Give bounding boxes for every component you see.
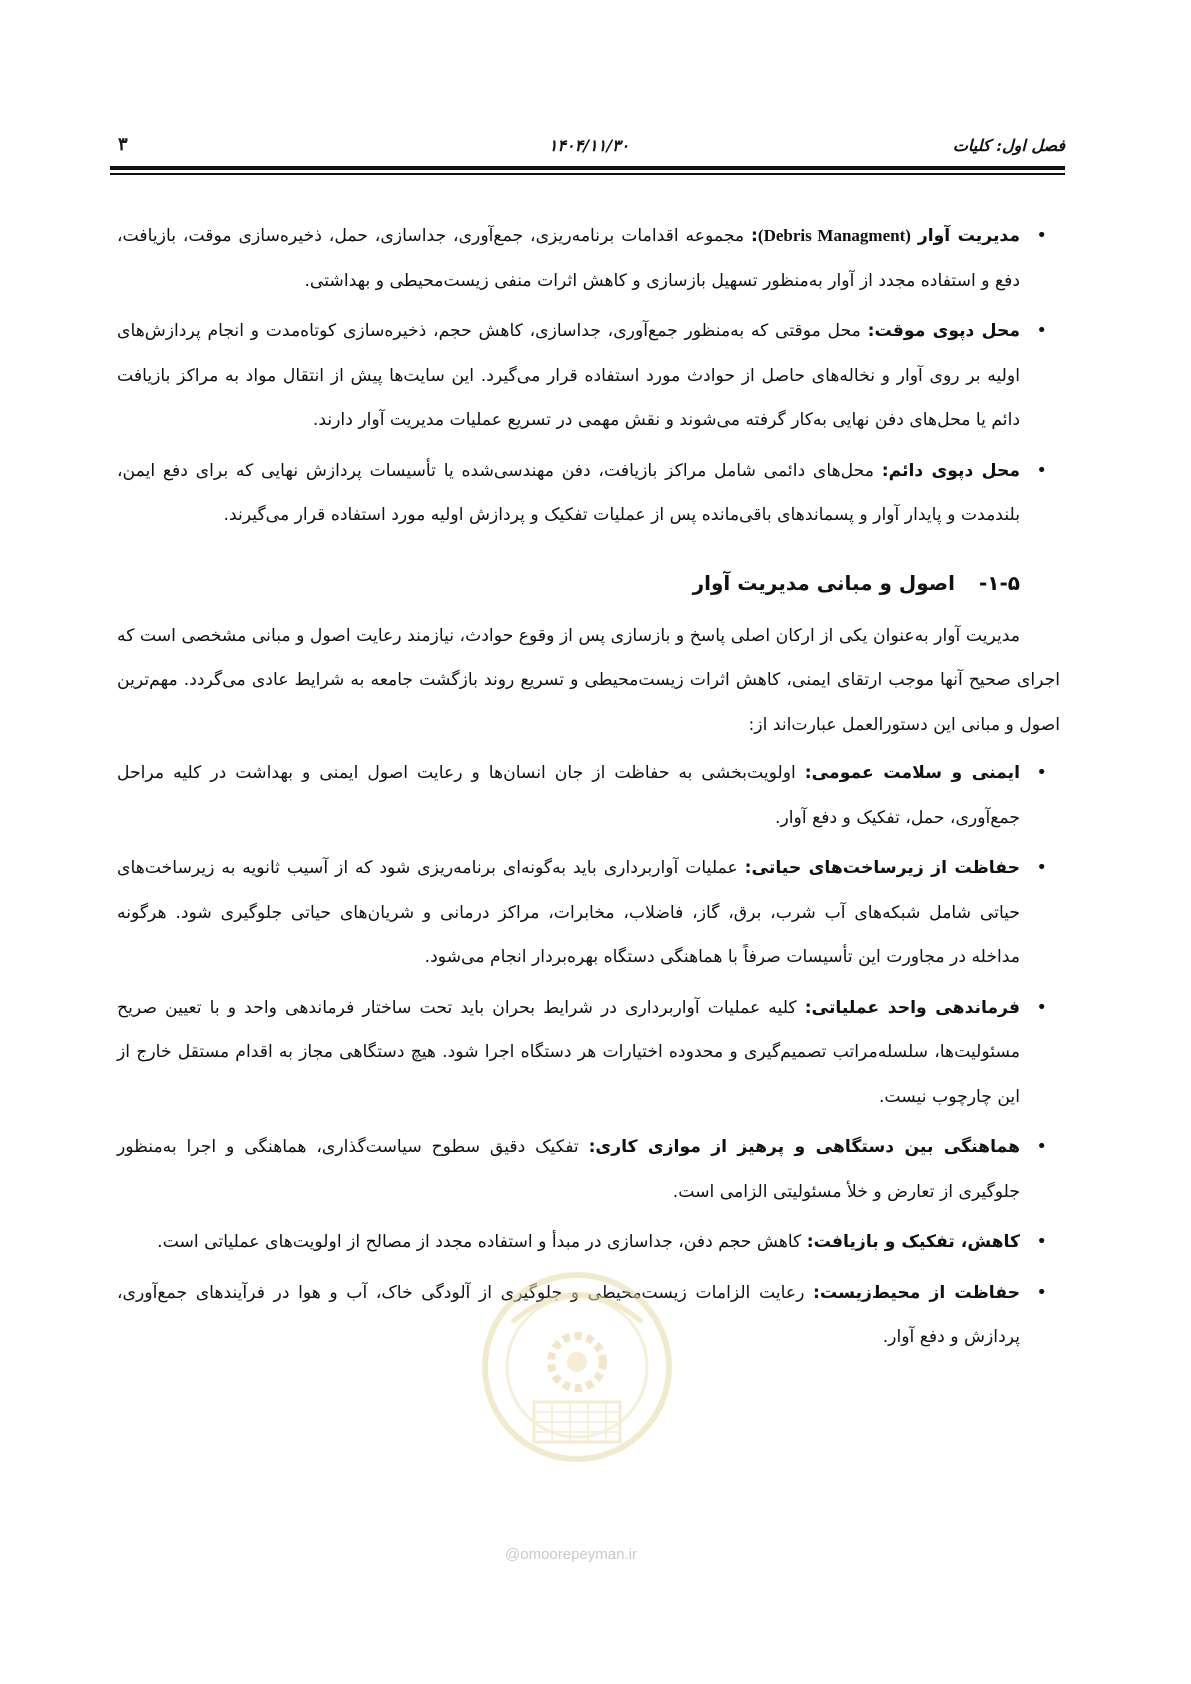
watermark-text: @omoorepeyman.ir xyxy=(505,1546,637,1563)
section-heading xyxy=(117,560,1060,606)
header-rule-thin xyxy=(110,173,1065,175)
bullet-term: فرماندهی واحد عملیاتی: xyxy=(804,997,1021,1018)
list-item xyxy=(117,309,1060,443)
bullet-term: مدیریت آوار xyxy=(917,226,1020,246)
list-item xyxy=(117,449,1060,538)
bullet-text: رعایت الزامات زیست‌محیطی و جلوگیری از آلودگی خاک، آب و هوا در فرآیندهای جمع‌آوری، پردازش و دفع آوار. xyxy=(117,1282,1020,1347)
list-item xyxy=(117,751,1060,840)
bullet-term: حفاظت از محیط‌زیست: xyxy=(813,1282,1021,1303)
definitions-list xyxy=(117,214,1060,538)
list-item xyxy=(117,986,1060,1120)
list-item xyxy=(117,1220,1060,1265)
header-rule-thick xyxy=(110,166,1065,170)
bullet-term: کاهش، تفکیک و بازیافت: xyxy=(806,1232,1020,1252)
bullet-term: هماهنگی بین دستگاهی و پرهیز از موازی کاری: xyxy=(588,1137,1020,1157)
chapter-title: فصل اول: کلیات xyxy=(952,136,1065,155)
list-item xyxy=(117,1125,1060,1214)
bullet-text: اولویت‌بخشی به حفاظت از جان انسان‌ها و رعایت اصول ایمنی و بهداشت در کلیه مراحل جمع‌آوری، حمل، تفکیک و دفع آوار. xyxy=(117,763,1020,828)
bullet-text: محل موقتی که به‌منظور جمع‌آوری، جداسازی، کاهش حجم، ذخیره‌سازی کوتاه‌مدت و انجام پردازش‌های اولیه بر روی آوار و نخاله‌های حاصل از حوادث مورد استفاده قرار می‌گیرد. این سایت‌ها پیش از انتقال مواد به مراکز بازیافت دائم یا محل‌های دفن نهایی به‌کار گرفته می‌شوند و نقش مهمی در تسریع عملیات مدیریت آوار دارند. xyxy=(117,321,1020,430)
list-item xyxy=(117,214,1060,303)
bullet-text: عملیات آواربرداری باید به‌گونه‌ای برنامه‌ریزی شود که از آسیب ثانویه به زیرساخت‌های حیاتی شامل شبکه‌های آب شرب، برق، گاز، فاضلاب، مخابرات، مراکز درمانی و شریان‌های حیاتی جلوگیری شود. هرگونه مداخله در مجاورت این تأسیسات صرفاً با هماهنگی دستگاه بهره‌بردار انجام می‌شود. xyxy=(117,858,1020,967)
bullet-text: تفکیک دقیق سطوح سیاست‌گذاری، هماهنگی و اجرا به‌منظور جلوگیری از تعارض و خلأ مسئولیتی الزامی است. xyxy=(117,1137,1020,1202)
section-intro: مدیریت آوار به‌عنوان یکی از ارکان اصلی پاسخ و بازسازی پس از وقوع حوادث، نیازمند رعایت اصول و مبانی مشخصی است که اجرای صحیح آنها موجب ارتقای ایمنی، کاهش اثرات زیست‌محیطی و تسریع روند بازگشت جامعه به شرایط عادی می‌گردد. مهم‌ترین اصول و مبانی این دستورالعمل عبارت‌اند از: xyxy=(117,625,1060,735)
bullet-text: محل‌های دائمی شامل مراکز بازیافت، دفن مهندسی‌شده یا تأسیسات پردازش نهایی که برای دفع ایمن، بلندمدت و پایدار آوار و پسماندهای باقی‌مانده پس از عملیات تفکیک و پردازش اولیه مورد استفاده قرار می‌گیرند. xyxy=(117,460,1020,525)
section-number: ۱-۵- xyxy=(978,570,1020,595)
bullet-term: حفاظت از زیرساخت‌های حیاتی: xyxy=(744,858,1020,878)
bullet-term: ایمنی و سلامت عمومی: xyxy=(804,763,1020,783)
header-date: ۱۴۰۴/۱۱/۳۰ xyxy=(548,136,630,155)
bullet-term: محل دپوی موقت: xyxy=(867,321,1020,341)
watermark-seal-icon xyxy=(472,1262,682,1492)
bullet-term-english: (Debris Managment) xyxy=(757,226,911,245)
page-header xyxy=(113,118,1065,158)
bullet-term: محل دپوی دائم: xyxy=(881,460,1020,481)
page-content xyxy=(117,214,1060,1366)
section-title: اصول و مبانی مدیریت آوار xyxy=(692,570,955,595)
list-item xyxy=(117,846,1060,980)
page-number: ۳ xyxy=(118,134,128,155)
bullet-text: کلیه عملیات آواربرداری در شرایط بحران باید تحت ساختار فرماندهی واحد و با تعیین صریح مسئولیت‌ها، سلسله‌مراتب تصمیم‌گیری و محدوده اختیارات هر دستگاه اجرا شود. هیچ دستگاهی مجاز به اقدام مستقل خارج از این چارچوب نیست. xyxy=(117,997,1020,1107)
bullet-term-separator: : xyxy=(751,226,758,246)
bullet-text: کاهش حجم دفن، جداسازی در مبدأ و استفاده مجدد از مصالح از اولویت‌های عملیاتی است. xyxy=(157,1232,807,1252)
bullet-text: مجموعه اقدامات برنامه‌ریزی، جمع‌آوری، جداسازی، حمل، ذخیره‌سازی موقت، بازیافت، دفع و استفاده مجدد از آوار به‌منظور تسهیل بازسازی و کاهش اثرات منفی زیست‌محیطی و بهداشتی. xyxy=(117,226,1020,291)
